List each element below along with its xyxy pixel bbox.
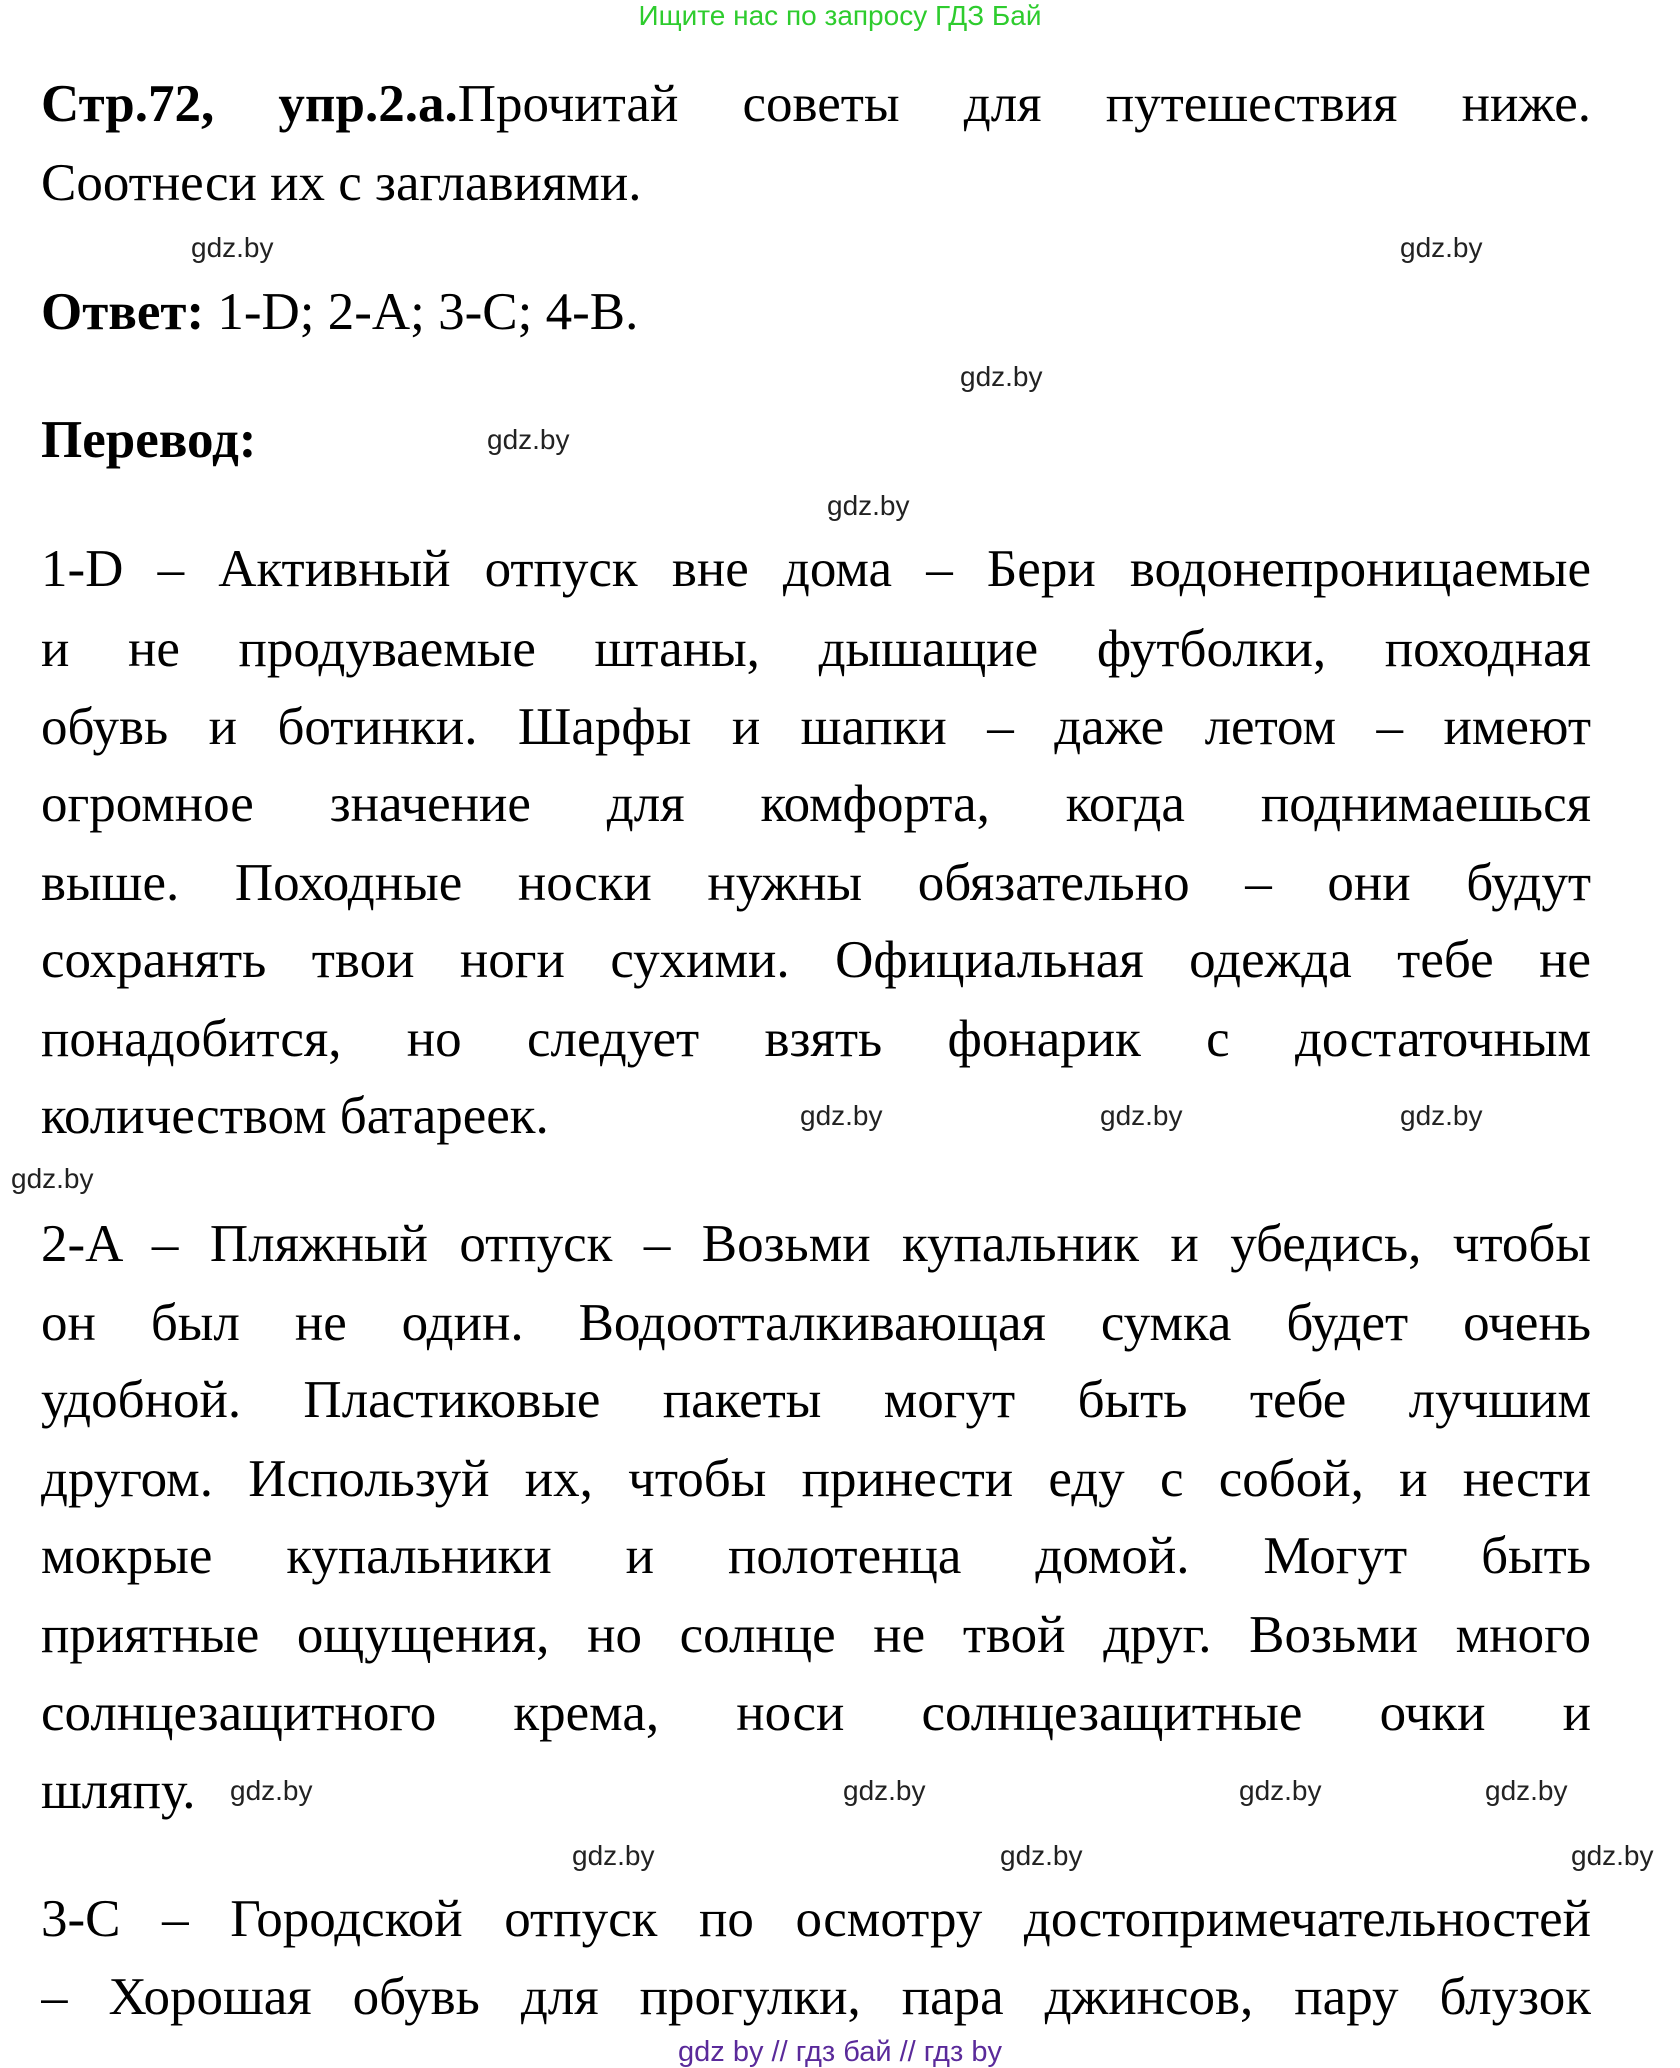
paragraph-2-line: он был не один. Водоотталкивающая сумка будет очень (41, 1294, 1591, 1352)
paragraph-3-line: 3-C – Городской отпуск по осмотру достопримечательностей (41, 1890, 1591, 1948)
gdz-watermark: gdz.by (1571, 1840, 1654, 1871)
paragraph-1-line: и не продуваемые штаны, дышащие футболки, походная (41, 620, 1591, 678)
paragraph-1-line: обувь и ботинки. Шарфы и шапки – даже летом – имеют (41, 698, 1591, 756)
paragraph-2-line: шляпу. (41, 1762, 196, 1820)
paragraph-2-line: другом. Используй их, чтобы принести еду с собой, и нести (41, 1450, 1591, 1508)
task-line-1 (41, 65, 1591, 143)
answer-label: Ответ: (41, 283, 205, 341)
gdz-watermark: gdz.by (1239, 1775, 1322, 1806)
gdz-watermark: gdz.by (572, 1840, 655, 1871)
gdz-watermark: gdz.by (230, 1775, 313, 1806)
gdz-watermark: gdz.by (1100, 1100, 1183, 1131)
gdz-watermark: gdz.by (487, 424, 570, 455)
paragraph-2-line: мокрые купальники и полотенца домой. Могут быть (41, 1527, 1591, 1585)
gdz-watermark: gdz.by (1400, 1100, 1483, 1131)
answer-value: 1-D; 2-A; 3-C; 4-B. (204, 283, 639, 341)
task-label: Стр.72, упр.2.а. (41, 75, 458, 133)
footer-watermark: gdz by // гдз бай // гдз by (678, 2036, 1002, 2068)
translation-heading: Перевод: (41, 411, 257, 469)
gdz-watermark: gdz.by (960, 361, 1043, 392)
gdz-watermark: gdz.by (1400, 232, 1483, 263)
task-line-2: Соотнеси их с заглавиями. (41, 154, 642, 212)
paragraph-2-line: 2-A – Пляжный отпуск – Возьми купальник и убедись, чтобы (41, 1215, 1591, 1273)
paragraph-1-line: сохранять твои ноги сухими. Официальная одежда тебе не (41, 931, 1591, 989)
gdz-watermark: gdz.by (191, 232, 274, 263)
gdz-watermark: gdz.by (827, 490, 910, 521)
paragraph-1-line: выше. Походные носки нужны обязательно – они будут (41, 854, 1591, 912)
paragraph-1-line: понадобится, но следует взять фонарик с достаточным (41, 1010, 1591, 1068)
paragraph-2-line: удобной. Пластиковые пакеты могут быть тебе лучшим (41, 1371, 1591, 1429)
gdz-watermark: gdz.by (843, 1775, 926, 1806)
gdz-watermark: gdz.by (1485, 1775, 1568, 1806)
paragraph-3-line: – Хорошая обувь для прогулки, пара джинсов, пару блузок (41, 1968, 1591, 2026)
gdz-watermark: gdz.by (800, 1100, 883, 1131)
answer-line (41, 273, 638, 351)
paragraph-1-line: количеством батареек. (41, 1087, 549, 1145)
gdz-watermark: gdz.by (11, 1163, 94, 1194)
header-search-note: Ищите нас по запросу ГДЗ Бай (638, 0, 1042, 31)
paragraph-1-line: огромное значение для комфорта, когда поднимаешься (41, 775, 1591, 833)
task-text: Прочитай советы для путешествия ниже. (457, 75, 1591, 133)
gdz-watermark: gdz.by (1000, 1840, 1083, 1871)
paragraph-2-line: приятные ощущения, но солнце не твой друг. Возьми много (41, 1606, 1591, 1664)
paragraph-2-line: солнцезащитного крема, носи солнцезащитные очки и (41, 1684, 1591, 1742)
paragraph-1-line: 1-D – Активный отпуск вне дома – Бери водонепроницаемые (41, 540, 1591, 598)
